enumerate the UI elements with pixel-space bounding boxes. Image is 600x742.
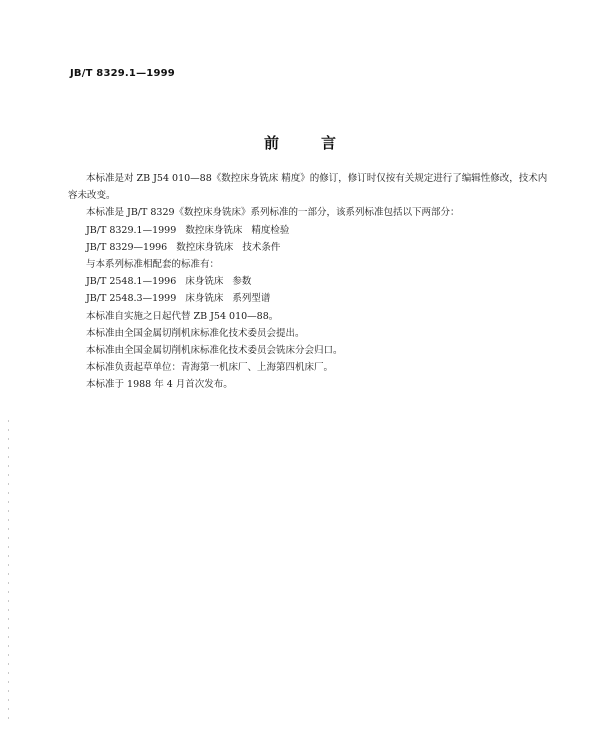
paragraph-first-issued: 本标准于 1988 年 4 月首次发布。	[86, 379, 233, 391]
companion-standard-1: JB/T 2548.1—1996 床身铣床 参数	[86, 276, 252, 288]
paragraph-proposed-by: 本标准由全国金属切削机床标准化技术委员会提出。	[86, 327, 305, 339]
paragraph-drafters: 本标准负责起草单位：青海第一机床厂、上海第四机床厂。	[86, 362, 334, 374]
series-part-1: JB/T 8329.1—1999 数控床身铣床 精度检验	[86, 224, 290, 236]
page-title: 前言	[263, 134, 378, 152]
paragraph-companion-intro: 与本系列标准相配套的标准有：	[86, 259, 220, 271]
document-body	[68, 170, 548, 394]
paragraph-series: 本标准是 JB/T 8329《数控床身铣床》系列标准的一部分，该系列标准包括以下两部分：	[86, 207, 460, 219]
document-code: JB/T 8329.1—1999	[70, 68, 175, 79]
series-part-2: JB/T 8329—1996 数控床身铣床 技术条件	[86, 241, 281, 253]
companion-standard-2: JB/T 2548.3—1999 床身铣床 系列型谱	[86, 293, 271, 305]
scan-edge-line	[8, 420, 9, 720]
paragraph-managed-by: 本标准由全国金属切削机床标准化技术委员会铣床分会归口。	[86, 345, 343, 357]
paragraph-replaces: 本标准自实施之日起代替 ZB J54 010—88。	[86, 310, 279, 322]
paragraph-revision: 本标准是对 ZB J54 010—88《数控床身铣床 精度》的修订，修订时仅按有关规定进行了编辑性修改，技术内容未改变。	[68, 173, 548, 202]
